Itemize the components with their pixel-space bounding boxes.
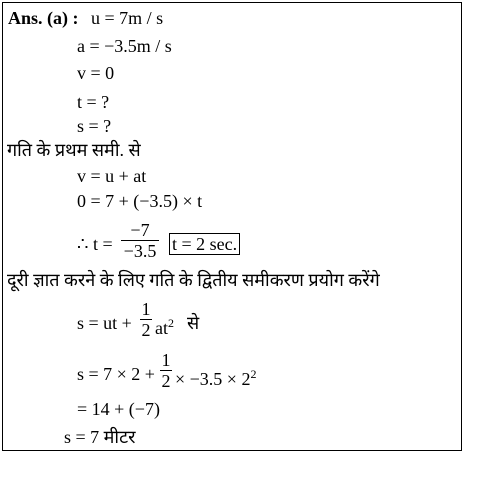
step1-t-result-boxed bbox=[169, 234, 240, 254]
eq1-at: at bbox=[155, 318, 168, 338]
fraction-numerator: −7 bbox=[130, 220, 150, 240]
eq2-rest: × −3.5 × 2 bbox=[175, 369, 251, 389]
step2-heading: दूरी ज्ञात करने के लिए गति के द्वितीय समीकरण प्रयोग करेंगे bbox=[7, 270, 380, 290]
step1-t-fraction bbox=[121, 220, 159, 261]
step2-final: s = 7 मीटर bbox=[64, 427, 136, 447]
given-t: t = ? bbox=[77, 92, 110, 112]
fraction-denominator: 2 bbox=[161, 371, 171, 391]
fraction-denominator: 2 bbox=[141, 320, 151, 340]
given-a: a = −3.5m / s bbox=[77, 36, 172, 56]
step2-eq1-right bbox=[155, 313, 174, 338]
step2-eq2-fraction bbox=[160, 350, 172, 391]
eq1-exponent: 2 bbox=[168, 316, 174, 330]
step2-eq2-left: s = 7 × 2 + bbox=[77, 364, 155, 384]
given-u: u = 7m / s bbox=[91, 8, 164, 28]
given-v: v = 0 bbox=[77, 63, 115, 83]
step2-eq1-suffix: से bbox=[187, 313, 200, 333]
step2-eq1-fraction bbox=[140, 299, 152, 340]
fraction-denominator: −3.5 bbox=[123, 241, 157, 261]
given-s: s = ? bbox=[77, 116, 112, 136]
eq2-exponent: 2 bbox=[250, 367, 257, 381]
step1-eq2: 0 = 7 + (−3.5) × t bbox=[77, 191, 203, 211]
answer-label: Ans. (a) : bbox=[8, 8, 79, 28]
step1-t-prefix: ∴ t = bbox=[77, 234, 113, 254]
fraction-numerator: 1 bbox=[161, 350, 171, 370]
step2-eq2-right bbox=[175, 364, 256, 389]
t-result: t = 2 sec. bbox=[169, 233, 240, 255]
fraction-numerator: 1 bbox=[141, 299, 151, 319]
step2-eq1-left: s = ut + bbox=[77, 313, 132, 333]
step2-eq3: = 14 + (−7) bbox=[77, 399, 160, 419]
step1-eq1: v = u + at bbox=[77, 166, 147, 186]
step1-heading: गति के प्रथम समी. से bbox=[7, 140, 141, 160]
